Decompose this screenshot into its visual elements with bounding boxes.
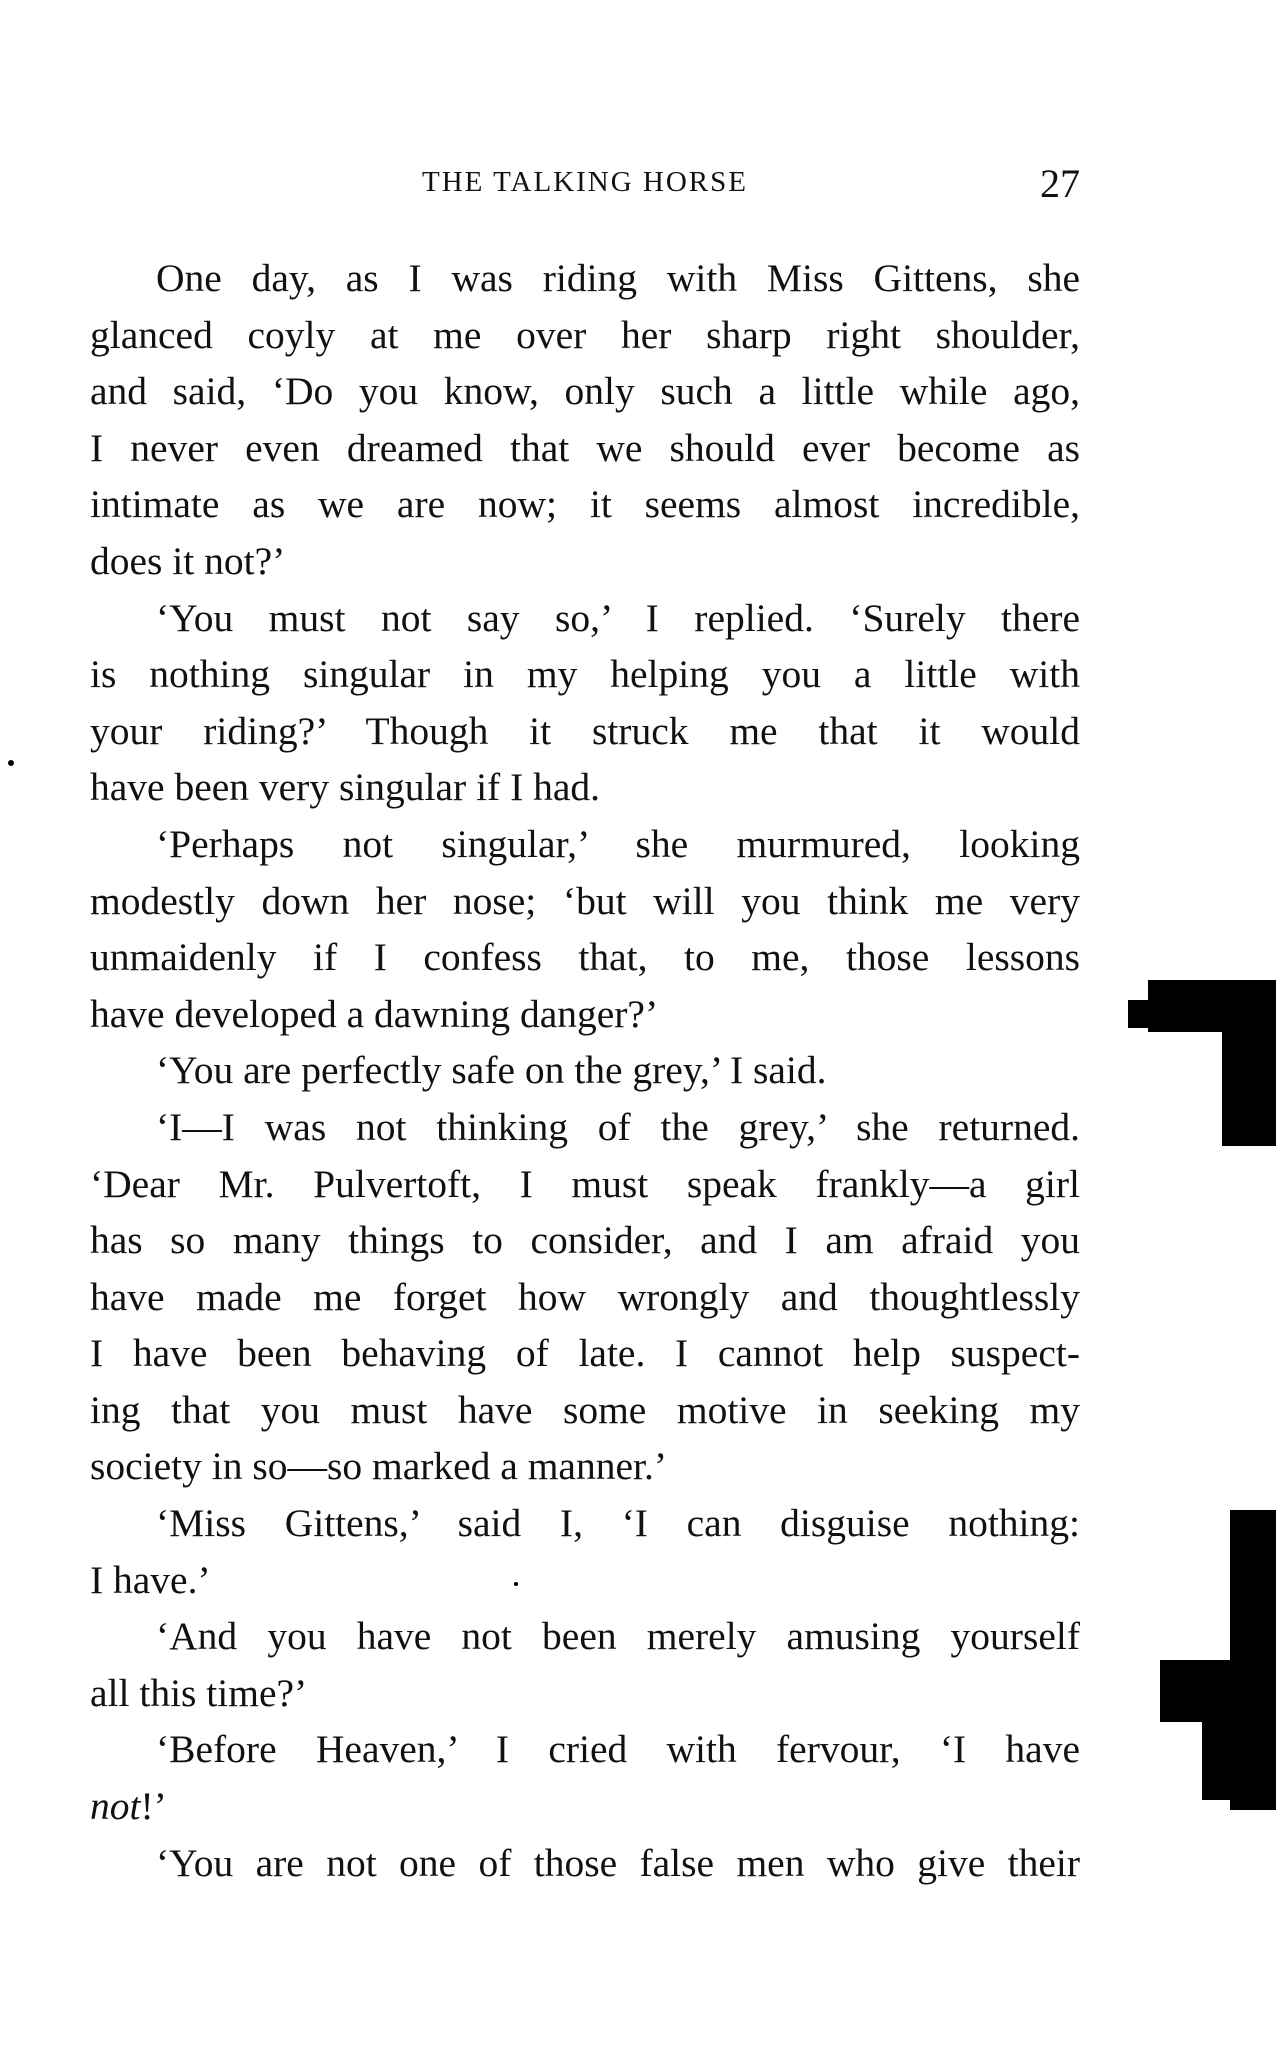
text-line: ‘You are perfectly safe on the grey,’ I said. [156, 1048, 827, 1093]
scan-speck [514, 1582, 518, 1586]
text-line: have developed a dawning danger?’ [90, 991, 659, 1036]
italic-word: not [90, 1784, 141, 1829]
page-number: 27 [1040, 161, 1080, 206]
text-line: ‘You must not say so,’ I replied. ‘Surely there [156, 595, 1080, 640]
scan-artifact-upper [1128, 1000, 1158, 1028]
text-line: and said, ‘Do you know, only such a little while ago, [90, 369, 1080, 414]
text-line: your riding?’ Though it struck me that it would [90, 708, 1080, 753]
scan-speck [8, 760, 14, 766]
text-line: is nothing singular in my helping you a little with [90, 652, 1080, 697]
text-line: ‘I—I was not thinking of the grey,’ she returned. [156, 1104, 1080, 1149]
text-line: society in so—so marked a manner.’ [90, 1444, 667, 1489]
text-line: unmaidenly if I confess that, to me, those lessons [90, 935, 1080, 980]
text-fragment: !’ [140, 1784, 167, 1829]
text-line: ‘Before Heaven,’ I cried with fervour, ‘I have [156, 1727, 1080, 1772]
text-line: glanced coyly at me over her sharp right shoulder, [90, 312, 1080, 357]
text-line: ‘Dear Mr. Pulvertoft, I must speak frankly—a girl [90, 1161, 1080, 1206]
body-text [90, 250, 1080, 1891]
text-line: modestly down her nose; ‘but will you think me very [90, 878, 1080, 923]
text-line: have been very singular if I had. [90, 765, 601, 810]
text-line: I have been behaving of late. I cannot help suspect- [90, 1331, 1080, 1376]
running-head: THE TALKING HORSE [422, 166, 748, 198]
text-line: ‘And you have not been merely amusing yourself [156, 1614, 1080, 1659]
text-line: One day, as I was riding with Miss Gittens, she [156, 256, 1080, 300]
text-line [90, 1778, 1080, 1835]
text-line: all this time?’ [90, 1670, 308, 1715]
scan-artifact-upper [1222, 1030, 1276, 1146]
text-line: ‘Perhaps not singular,’ she murmured, looking [156, 821, 1080, 866]
text-line: does it not?’ [90, 538, 286, 583]
scan-artifact-lower [1160, 1660, 1240, 1722]
text-line: ing that you must have some motive in seeking my [90, 1387, 1080, 1432]
page-header [90, 160, 1080, 210]
scan-artifact-lower [1202, 1720, 1240, 1800]
text-line: I have.’ [90, 1557, 211, 1602]
text-line: has so many things to consider, and I am afraid you [90, 1218, 1080, 1263]
text-line: ‘Miss Gittens,’ said I, ‘I can disguise nothing: [156, 1501, 1080, 1546]
text-line: have made me forget how wrongly and thoughtlessly [90, 1274, 1080, 1319]
text-line: intimate as we are now; it seems almost incredible, [90, 482, 1080, 527]
text-line: I never even dreamed that we should ever become as [90, 425, 1080, 470]
scan-artifact-upper [1148, 980, 1276, 1032]
text-line: ‘You are not one of those false men who give their [156, 1840, 1080, 1885]
